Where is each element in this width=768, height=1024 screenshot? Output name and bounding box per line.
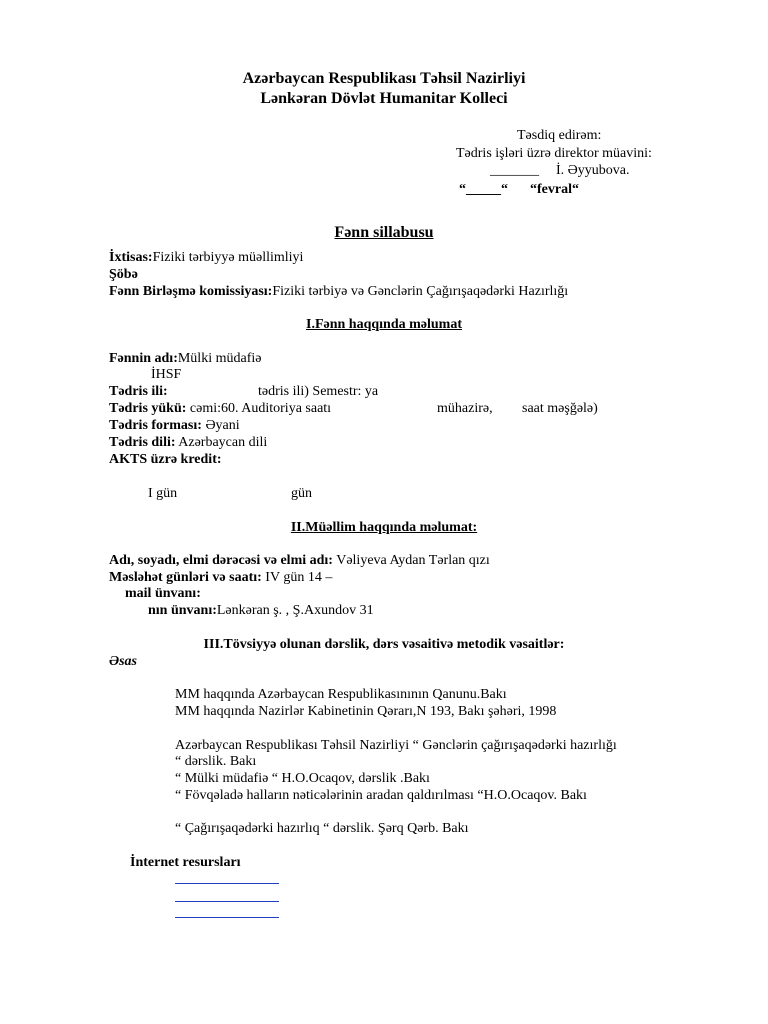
section1-heading: I.Fənn haqqında məlumat	[306, 317, 462, 332]
literature-item: “ Fövqəladə halların nəticələrinin aradan qaldırılması “H.O.Ocaqov. Bakı	[175, 788, 587, 803]
internet-resources-heading: İnternet resursları	[130, 855, 241, 870]
address-label: nın ünvanı:	[148, 603, 217, 618]
approval-position: Tədris işləri üzrə direktor müavini:	[456, 146, 652, 161]
tedris-dili-row	[109, 434, 267, 451]
komissiya-label: Fənn Birləşmə komissiyası:	[109, 284, 273, 299]
tedris-ili-value: tədris ili) Semestr: ya	[258, 384, 379, 399]
fenn-row	[109, 350, 261, 367]
tedris-dili-label: Tədris dili:	[109, 435, 176, 450]
college-title: Lənkəran Dövlət Humanitar Kolleci	[260, 90, 508, 107]
fenn-code: İHSF	[151, 367, 182, 382]
literature-item: “ Çağırışaqədərki hazırlıq “ dərslik. Şərq Qərb. Bakı	[175, 821, 469, 836]
fenn-value: Mülki müdafiə	[177, 351, 262, 366]
teacher-name-label: Adı, soyadı, elmi dərəcəsi və elmi adı:	[109, 553, 333, 568]
section2-heading: II.Müəllim haqqında məlumat:	[290, 520, 478, 535]
literature-item: “ Mülki müdafiə “ H.O.Ocaqov, dərslik .Bakı	[175, 771, 430, 786]
page-title: Fənn sillabusu	[334, 224, 434, 241]
address-row	[148, 602, 374, 619]
fenn-label: Fənnin adı:	[109, 351, 178, 366]
esas-label: Əsas	[109, 654, 138, 669]
tedris-formasi-label: Tədris forması:	[109, 418, 202, 433]
tedris-yuku-row	[109, 400, 331, 417]
tedris-yuku-label: Tədris yükü:	[109, 401, 187, 416]
consultation-label: Məsləhət günləri və saatı:	[109, 570, 262, 585]
approval-date-blank: “_____“	[459, 182, 508, 197]
consultation-value: IV gün 14 –	[261, 570, 333, 585]
section3-heading: III.Tövsiyyə olunan dərslik, dərs vəsaitivə metodik vəsaitlər:	[203, 637, 565, 652]
gun-second: gün	[291, 486, 312, 501]
tedris-yuku-value: cəmi:60. Auditoriya saatı	[186, 401, 332, 416]
sobe-label: Şöbə	[109, 267, 138, 282]
ixtisas-value: Fiziki tərbiyyə müəllimliyi	[152, 250, 304, 265]
teacher-name-value: Vəliyeva Aydan Tərlan qızı	[332, 553, 490, 568]
tedris-ili-label: Tədris ili:	[109, 384, 168, 399]
gun-first: I gün	[148, 486, 178, 501]
komissiya-row	[109, 283, 568, 300]
tedris-formasi-row	[109, 417, 240, 434]
consultation-row	[109, 569, 332, 586]
muhazire-text: mühazirə,	[437, 401, 493, 416]
approval-signature-blank: _______	[490, 163, 539, 178]
ixtisas-row	[109, 249, 303, 266]
resource-link-3[interactable]	[175, 917, 279, 918]
komissiya-value: Fiziki tərbiyə və Gənclərin Çağırışaqədərki Hazırlığı	[272, 284, 569, 299]
literature-item: MM haqqında Nazirlər Kabinetinin Qərarı,N 193, Bakı şəhəri, 1998	[175, 704, 557, 719]
literature-item: “ dərslik. Bakı	[175, 754, 257, 769]
resource-link-1[interactable]	[175, 883, 279, 884]
teacher-name-row	[109, 552, 490, 569]
resource-link-2[interactable]	[175, 901, 279, 902]
tedris-dili-value: Azərbaycan dili	[175, 435, 268, 450]
literature-item: MM haqqında Azərbaycan Respublikasınının Qanunu.Bakı	[175, 687, 507, 702]
meshgele-text: saat məşğələ)	[522, 401, 598, 416]
mail-label: mail ünvanı:	[125, 586, 201, 601]
tedris-formasi-value: Əyani	[201, 418, 240, 433]
approval-month: “fevral“	[530, 182, 579, 197]
approval-name: İ. Əyyubova.	[556, 163, 630, 178]
literature-item: Azərbaycan Respublikası Təhsil Nazirliyi “ Gənclərin çağırışaqədərki hazırlığı	[175, 738, 617, 753]
ministry-title: Azərbaycan Respublikası Təhsil Nazirliyi	[242, 70, 526, 87]
address-value: Lənkəran ş. , Ş.Axundov 31	[216, 603, 374, 618]
approval-line: Təsdiq edirəm:	[517, 128, 602, 143]
ixtisas-label: İxtisas:	[109, 250, 153, 265]
akts-label: AKTS üzrə kredit:	[109, 452, 222, 467]
